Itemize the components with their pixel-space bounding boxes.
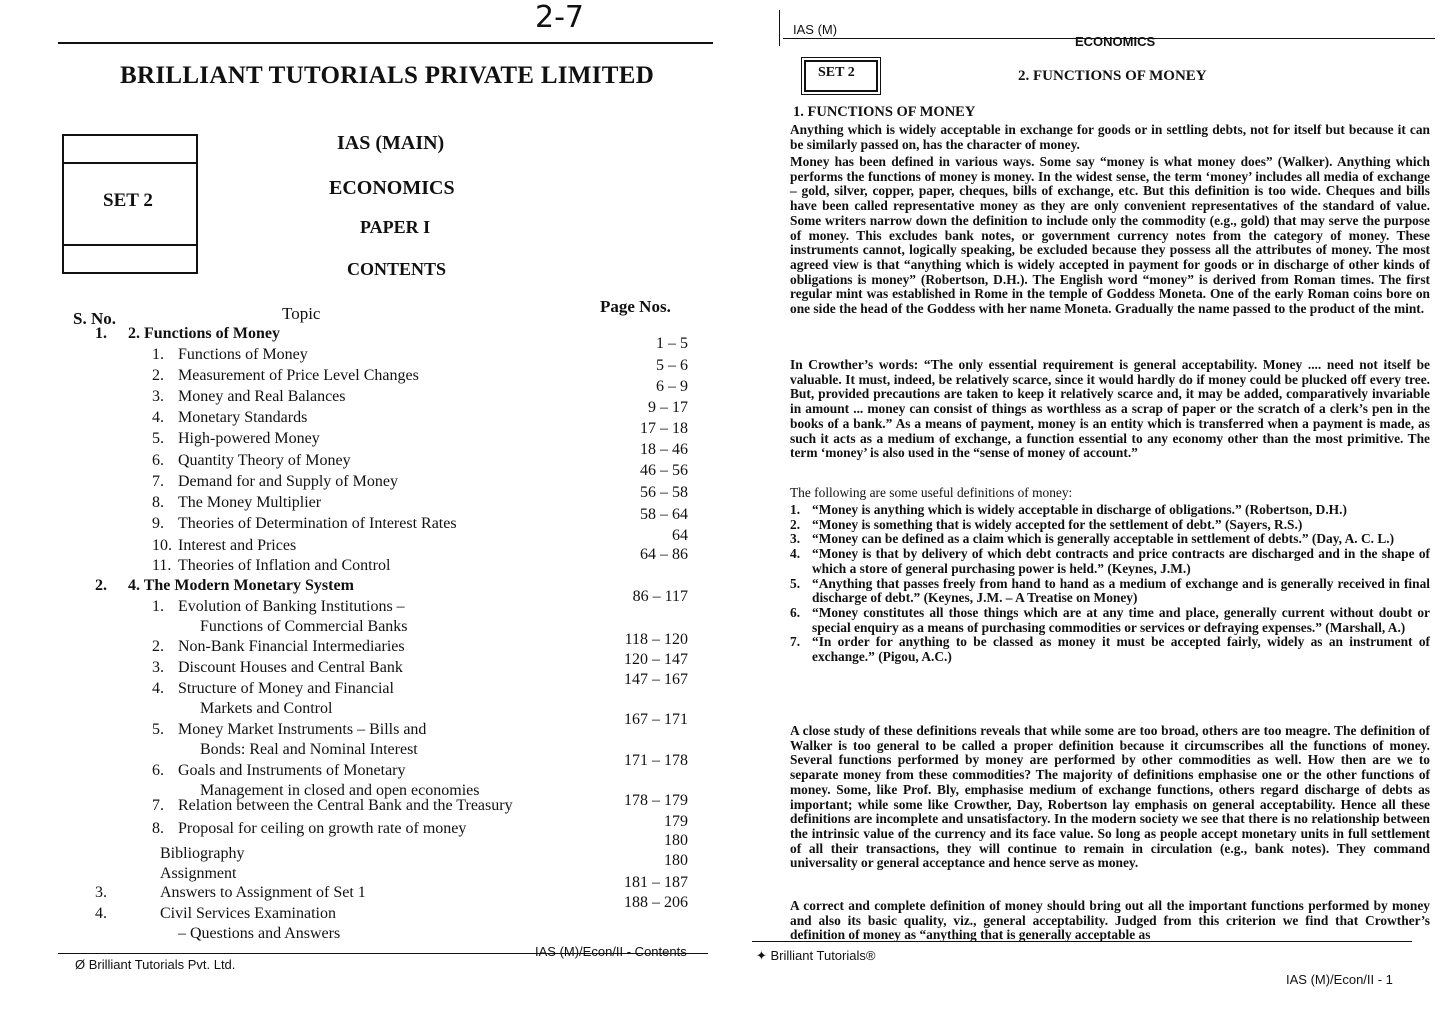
toc-entry-title: Interest and Prices [178,537,297,554]
toc-entry-subtitle: Markets and Control [200,700,333,717]
definition-item [790,547,1430,576]
toc-sno: 5. [152,430,164,447]
toc-entry-title: Quantity Theory of Money [178,452,351,469]
toc-page-range: 180 [664,852,688,869]
toc-page-range: 180 [664,832,688,849]
toc-page-range: 56 – 58 [640,484,688,501]
definition-number: 4. [790,546,801,562]
definition-number: 1. [790,502,801,517]
definition-item [790,518,1430,533]
toc-sno: 1. [152,598,164,615]
toc-sno: 4. [152,409,164,426]
footer-rule-right [752,941,1412,942]
footer-right: IAS (M)/Econ/II - Contents [535,944,687,959]
toc-entry-subtitle: – Questions and Answers [178,925,341,942]
toc-page-range: 46 – 56 [640,462,688,479]
toc-sno: 2. [152,367,164,384]
toc-sno: 2. [95,577,107,594]
toc-page-range: 120 – 147 [624,651,688,668]
toc-sno: 1. [152,346,164,363]
col-sno-header: S. No. [73,309,116,328]
toc-entry-title: Theories of Inflation and Control [178,557,391,574]
definition-number: 7. [790,634,801,650]
definitions-list [790,503,1430,665]
toc-entry-subtitle: Functions of Commercial Banks [200,618,408,635]
definition-text: “Money can be defined as a claim which is generally acceptable in settlement of debts.” (Day, A. C. L.) [812,531,1395,547]
toc-sno: 3. [152,388,164,405]
toc-entry-title: Demand for and Supply of Money [178,473,398,490]
toc-sno: 7. [152,797,164,814]
toc-entry-title: Money and Real Balances [178,388,346,405]
definition-item [790,606,1430,635]
toc-page-range: 58 – 64 [640,506,688,523]
definition-text: “Money is that by delivery of which debt contracts and price contracts are discharged and in the shape of which a store of general purchasing power is held.” (Keynes, J.M.) [812,546,1430,576]
definition-number: 2. [790,516,801,532]
definition-item [790,577,1430,606]
definition-text: “Money is something that is widely accepted for the settlement of debt.” (Sayers, R.S.) [812,516,1303,532]
toc-sno: 1. [95,325,107,342]
toc-entry-title: Evolution of Banking Institutions – [178,598,405,615]
toc-sno: 10. [152,537,172,554]
definition-text: “Anything that passes freely from hand to hand as a medium of exchange and is generally received in final discharge of debt.” (Keynes, J.M. – A Treatise on Money) [812,575,1430,606]
toc-entry-title: Monetary Standards [178,409,308,426]
toc-page-range: 178 – 179 [624,792,688,809]
toc-page-range: 181 – 187 [624,874,688,891]
footer-left-right: ✦ Brilliant Tutorials® [756,948,876,963]
toc-page-range: 86 – 117 [632,588,688,605]
toc-entry-title: Proposal for ceiling on growth rate of money [178,820,467,837]
toc-page-range: 147 – 167 [624,671,688,688]
set-label: SET 2 [103,190,153,211]
exam-title: IAS (MAIN) [337,132,445,154]
definition-item [790,503,1430,518]
header-left: IAS (M) [793,22,838,37]
toc-entry-subtitle: Management in closed and open economies [200,782,480,799]
handwritten-mark: 2-7 [535,0,584,35]
toc-entry-title: The Money Multiplier [178,494,322,511]
toc-sno: 9. [152,515,164,532]
toc-page-range: 171 – 178 [624,752,688,769]
toc-entry-title: Answers to Assignment of Set 1 [160,884,366,901]
toc-sno: 2. [152,638,164,655]
definitions-intro: The following are some useful definitions of money: [790,485,1073,500]
toc-page-range: 64 – 86 [640,546,688,563]
toc-page-range: 17 – 18 [640,420,688,437]
toc-entry-title: Money Market Instruments – Bills and [178,721,427,738]
toc-page-range: 179 [664,813,688,830]
toc-sno: 8. [152,820,164,837]
toc-sno: 6. [152,452,164,469]
toc-page-range: 167 – 171 [624,711,688,728]
definition-text: “Money constitutes all those things which are at any time and place, generally current without doubt or special enquiry as a means of purchasing commodities or services or defraying expenses.” (Marshall, A.) [812,604,1430,635]
definition-number: 3. [790,531,801,547]
toc-sno: 4. [95,905,107,922]
top-rule [58,42,713,44]
toc-entry-title: High-powered Money [178,430,320,447]
paragraph-1: Anything which is widely acceptable in exchange for goods or in settling debts, not for itself but because it can be similarly passed on, has the character of money. [790,122,1430,152]
toc-sno: 6. [152,762,164,779]
definition-text: “Money is anything which is widely acceptable in discharge of obligations.” (Robertson, D.H.) [812,502,1347,517]
definition-number: 5. [790,575,801,591]
paper-title: PAPER I [360,217,431,237]
col-pages-header: Page Nos. [600,297,671,316]
toc-sno: 4. [152,680,164,697]
toc-entry-title: Functions of Money [178,346,308,363]
header-center: ECONOMICS [1075,34,1156,49]
definition-item [790,635,1430,664]
toc-chapter-title: 4. The Modern Monetary System [128,577,354,594]
footer-left: Ø Brilliant Tutorials Pvt. Ltd. [75,957,236,972]
col-topic-header: Topic [282,304,321,323]
toc-page-range: 118 – 120 [624,631,688,648]
chapter-title: 2. FUNCTIONS OF MONEY [1018,68,1207,84]
closing-paragraph-2: A correct and complete definition of money should bring out all the important functions performed by money and also its basic quality, viz., general acceptability. Judged from this criterion we find that Crowther’s definition of money as “anything that is generally acceptable as [790,898,1430,943]
toc-entry-subtitle: Bonds: Real and Nominal Interest [200,741,418,758]
toc-page-range: 9 – 17 [648,399,688,416]
toc-sno: 3. [152,659,164,676]
toc-page-range: 64 [672,527,688,544]
toc-entry-title: Discount Houses and Central Bank [178,659,403,676]
toc-entry-title: Assignment [160,865,237,882]
toc-sno: 8. [152,494,164,511]
footer-right-right: IAS (M)/Econ/II - 1 [1286,972,1393,987]
toc-entry-title: Civil Services Examination [160,905,336,922]
company-name: BRILLIANT TUTORIALS PRIVATE LIMITED [120,62,655,89]
toc-entry-title: Structure of Money and Financial [178,680,394,697]
toc-sno: 5. [152,721,164,738]
toc-sno: 11. [152,557,172,574]
definition-text: “In order for anything to be classed as money it must be accepted fairly, widely as an instrument of exchange.” (Pigou, A.C.) [812,634,1430,665]
toc-entry-title: Goals and Instruments of Monetary [178,762,406,779]
closing-paragraph-1: A close study of these definitions reveals that while some are too broad, others are too meagre. The definition of Walker is too general to be called a proper definition because it circumscribes all the functions of money. Several functions performed by money are performed by other commodities as well. How then are we to separate money from these commodities? The majority of definitions emphasise one or the other functions of money. Some, like Prof. Bly, emphasise medium of exchange functions, others regard discharge of debts as important; while some like Crowther, Day, Robertson lay emphasis on general acceptability. Hence all these definitions are incomplete and unsatisfactory. In the modern society we see that there is no relationship between the intrinsic value of the currency and its face value. So long as people accept monetary units in full settlement of all their transactions, they will continue to remain in circulation (e.g., bank notes). They command universality or general acceptance and hence serve as money. [790,723,1430,871]
toc-entry-title: Measurement of Price Level Changes [178,367,419,384]
toc-sno: 7. [152,473,164,490]
set-label-small: SET 2 [818,65,855,80]
header-rule [783,38,1435,39]
section-title: 1. FUNCTIONS OF MONEY [793,104,976,120]
toc-page-range: 6 – 9 [656,378,688,395]
contents-title: CONTENTS [347,259,447,279]
toc-page-range: 1 – 5 [656,335,688,352]
toc-entry-title: Relation between the Central Bank and the Treasury [178,797,513,814]
definition-item [790,532,1430,547]
toc-page-range: 188 – 206 [624,894,688,911]
paragraph-3: In Crowther’s words: “The only essential requirement is general acceptability. Money .... need not itself be valuable. It must, indeed, be relatively scarce, since it would hardly do if money could be plucked off every tree. But, provided precautions are taken to keep it relatively scarce and, it may be added, comparatively invariable in amount ... money can consist of things as worthless as a scrap of paper or the scratch of a clerk’s pen in the books of a bank.” As a means of payment, money is an entity which is transferred when a payment is made, as such it acts as a medium of exchange, a function essential to any economy other than the most primitive. The term ‘money’ is also used in the “sense of money of account.” [790,357,1430,461]
toc-page-range: 18 – 46 [640,441,688,458]
toc-entry-title: Bibliography [160,845,245,862]
toc-chapter-title: 2. Functions of Money [128,325,280,342]
toc-page-range: 5 – 6 [656,357,688,374]
toc-entry-title: Theories of Determination of Interest Rates [178,515,457,532]
toc-entry-title: Non-Bank Financial Intermediaries [178,638,405,655]
toc-sno: 3. [95,884,107,901]
paragraph-2: Money has been defined in various ways. Some say “money is what money does” (Walker). Anything which performs the functions of money is money. In the widest sense, the term ‘money’ includes all media of exchange – gold, silver, copper, paper, cheques, bills of exchange, etc. But this definition is too wide. Cheques and bills have been called representative money as they are only convenient representatives of the standard of value. Some writers narrow down the definition to include only the commodity (e.g., gold) that may serve the purpose of money. This excludes bank notes, or government currency notes from the category of money. These instruments cannot, logically speaking, be excluded because they possess all the attributes of money. The most agreed view is that “anything which is widely accepted in payment for goods or in discharge of other kinds of obligations is money” (Robertson, D.H.). The English word “money” is derived from Roman times. The first regular mint was established in Rome in the temple of Goddess Moneta. One of the early Roman coins bore on one side the head of the Goddess with her name Moneta. Gradually the name passed to the product of the mint. [790,154,1430,317]
definition-number: 6. [790,604,801,620]
subject-title: ECONOMICS [329,177,455,199]
